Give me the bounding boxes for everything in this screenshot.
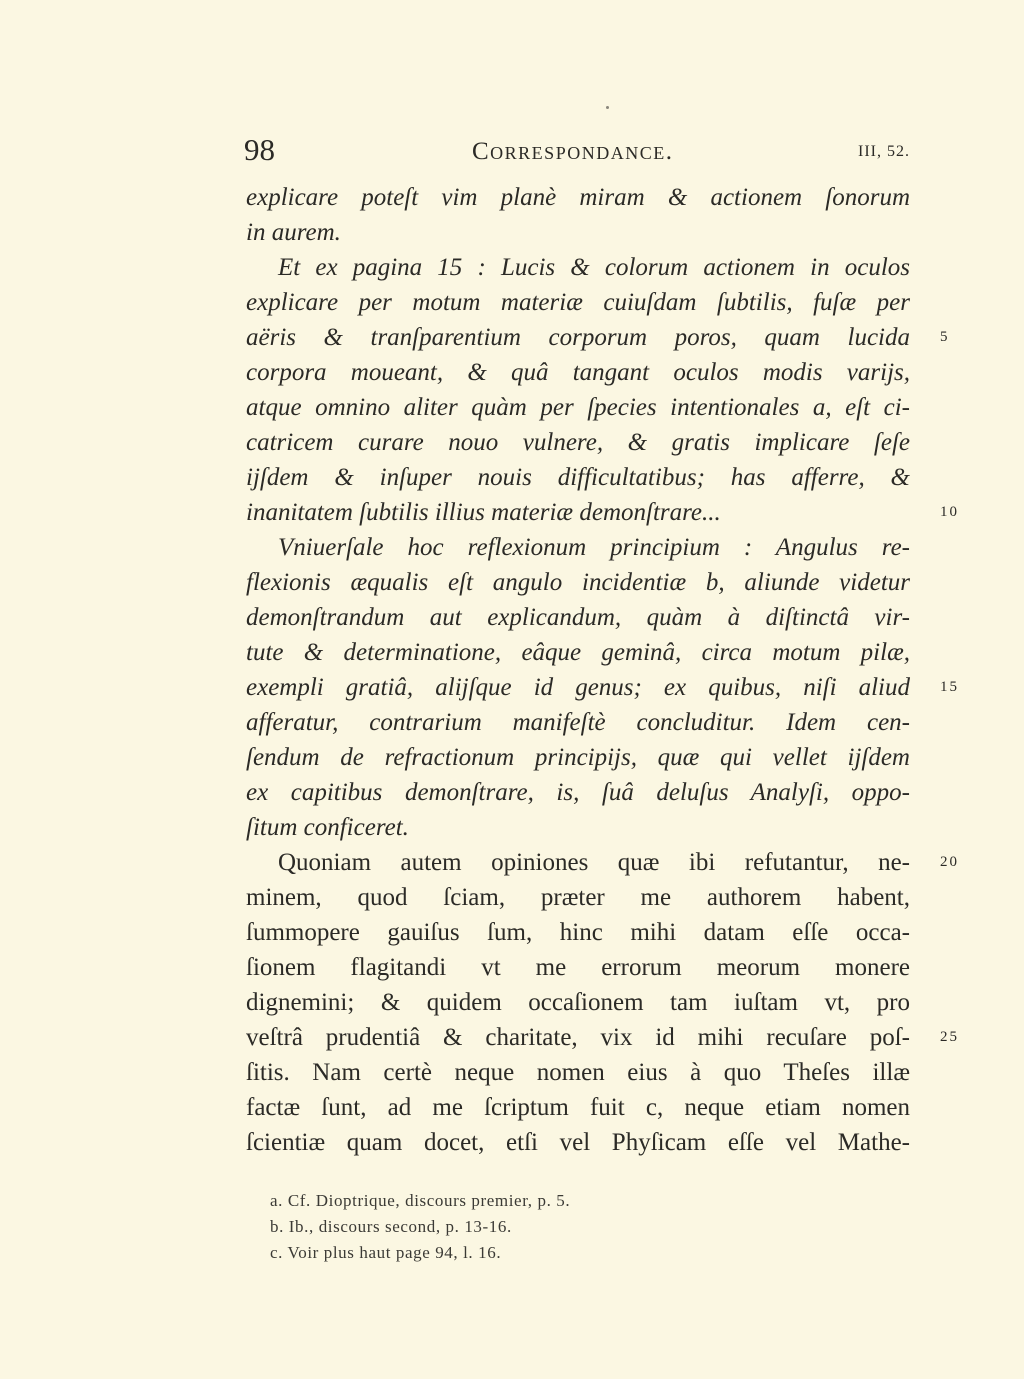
text-line: exempli gratiâ, alijſque id genus; ex quibus, niſi aliud 15 <box>246 670 910 705</box>
text-line: dignemini; & quidem occaſionem tam iuſtam vt, pro <box>246 989 910 1016</box>
text-line: ſitum conficeret. <box>246 814 409 841</box>
line-number: 15 <box>940 679 959 695</box>
text-line: ſummopere gauiſus ſum, hinc mihi datam eſſe occa- <box>246 919 910 946</box>
text-line: Et ex pagina 15 : Lucis & colorum actionem in oculos <box>278 254 910 281</box>
line-number: 25 <box>940 1029 959 1045</box>
text-line: ſionem flagitandi vt me errorum meorum monere <box>246 954 910 981</box>
line-number: 5 <box>940 329 950 345</box>
text-line: ſitis. Nam certè neque nomen eius à quo Theſes illæ <box>246 1059 910 1086</box>
text-line: atque omnino aliter quàm per ſpecies intentionales a, eſt ci- <box>246 394 910 421</box>
text-line: explicare per motum materiæ cuiuſdam ſubtilis, fuſæ per <box>246 289 910 316</box>
footnotes <box>270 1188 910 1266</box>
text-line: ſcientiæ quam docet, etſi vel Phyſicam eſſe vel Mathe- <box>246 1129 910 1156</box>
text-line: Vniuerſale hoc reflexionum principium : Angulus re- <box>278 534 910 561</box>
text-line: demonſtrandum aut explicandum, quàm à diſtinctâ vir- <box>246 604 910 631</box>
text-line: ſendum de refractionum principijs, quæ qui vellet ijſdem <box>246 744 910 771</box>
text-line: afferatur, contrarium manifeſtè concluditur. Idem cen- <box>246 709 910 736</box>
text-line: explicare poteſt vim planè miram & actionem ſonorum <box>246 184 910 211</box>
text-line: Quoniam autem opiniones quæ ibi refutantur, ne- 20 <box>246 845 910 880</box>
text-line: flexionis æqualis eſt angulo incidentiæ b, aliunde videtur <box>246 569 910 596</box>
page-header <box>244 132 910 172</box>
footnote-b: b. Ib., discours second, p. 13-16. <box>270 1217 512 1236</box>
text-line: in aurem. <box>246 219 341 246</box>
text-line: ijſdem & inſuper nouis difficultatibus; has afferre, & <box>246 464 910 491</box>
footnote-a: a. Cf. Dioptrique, discours premier, p. 5. <box>270 1191 571 1210</box>
line-number: 20 <box>940 854 959 870</box>
text-line: veſtrâ prudentiâ & charitate, vix id mihi recuſare poſ- 25 <box>246 1020 910 1055</box>
text-line: ex capitibus demonſtrare, is, ſuâ deluſus Analyſi, oppo- <box>246 779 910 806</box>
text-line: tute & determinatione, eâque geminâ, circa motum pilæ, <box>246 639 910 666</box>
running-title: Correspondance. <box>472 138 674 165</box>
line-number: 10 <box>940 504 959 520</box>
section-reference: III, 52. <box>858 143 910 160</box>
text-line: corpora moueant, & quâ tangant oculos modis varijs, <box>246 359 910 386</box>
page-number: 98 <box>244 132 275 167</box>
body-text <box>246 180 959 1160</box>
text-line: factæ ſunt, ad me ſcriptum fuit c, neque etiam nomen <box>246 1094 910 1121</box>
text-line: catricem curare nouo vulnere, & gratis implicare ſeſe <box>246 429 910 456</box>
text-line: aëris & tranſparentium corporum poros, quam lucida 5 <box>246 320 910 355</box>
text-line: inanitatem ſubtilis illius materiæ demonſtrare... 10 <box>246 495 910 530</box>
footnote-c: c. Voir plus haut page 94, l. 16. <box>270 1243 502 1262</box>
text-line: minem, quod ſciam, præter me authorem habent, <box>246 884 910 911</box>
ink-speck <box>606 106 609 109</box>
